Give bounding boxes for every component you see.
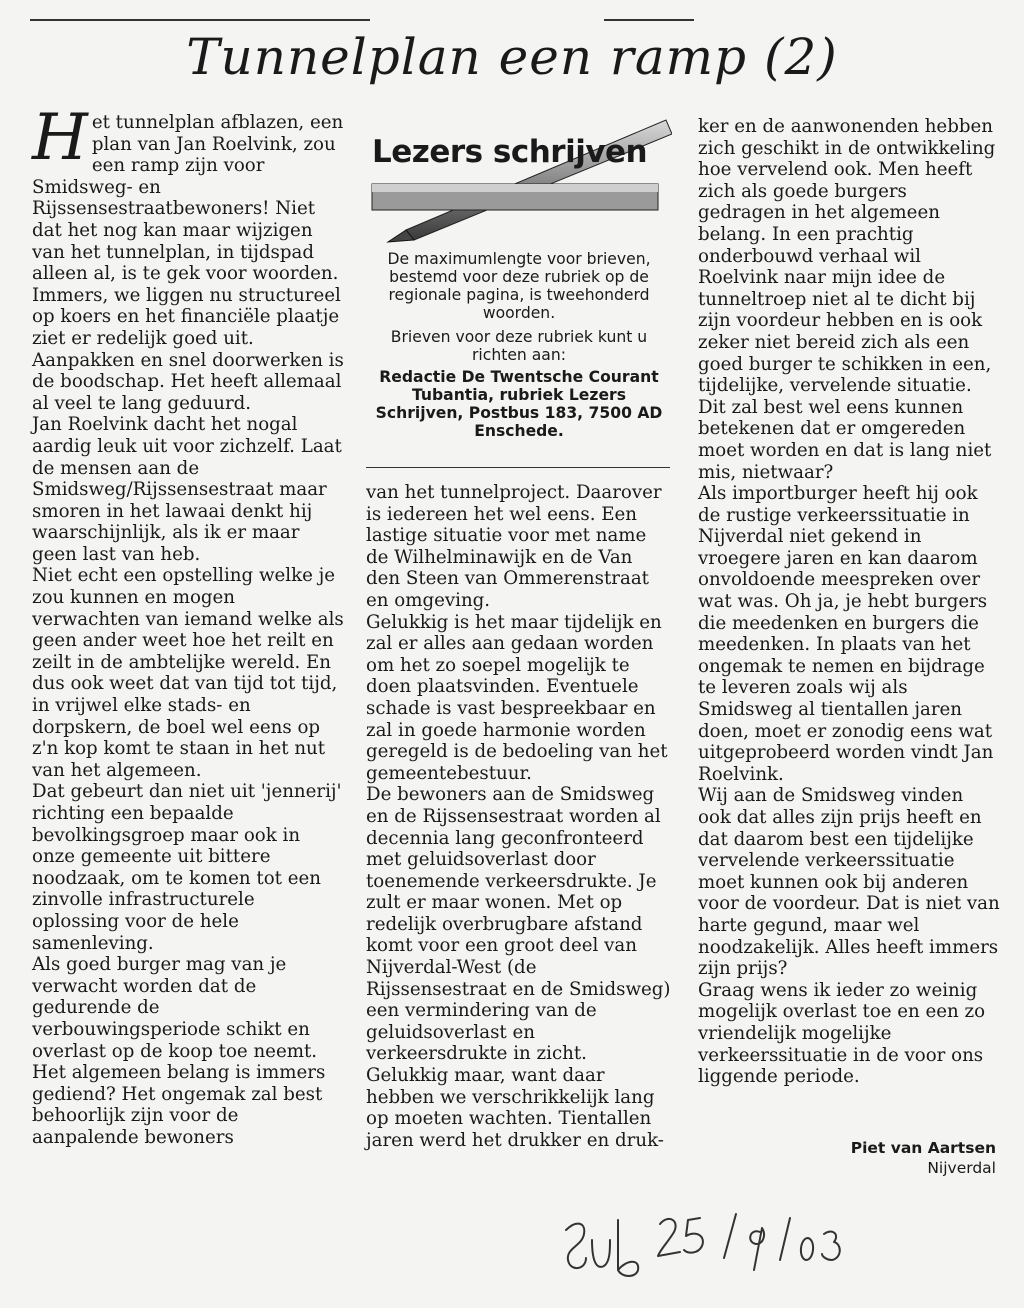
paragraph: Als importburger heeft hij ook de rustige verkeerssituatie in Nijverdal niet gekend in vroegere jaren en kan daarom onvoldoende meespreken over wat was. Oh ja, je hebt burgers die meedenken en burgers die meedenken. In plaats van het ongemak te nemen en bijdrage te leveren zoals wij als Smidsweg al tientallen jaren doen, moet er zonodig eens wat uitgeprobeerd worden vindt Jan Roelvink. <box>698 483 994 785</box>
article-title: Tunnelplan een ramp (2) <box>186 28 838 86</box>
paragraph: Niet echt een opstelling welke je zou kunnen en mogen verwachten van iemand welke als geen ander weet hoe het reilt en zeilt in de ambtelijke wereld. En dus ook weet dat van tijd tot tijd, in vrijwel elke stads- en dorpskern, de boel wel eens op z'n kop komt te staan in het nut van het algemeen. <box>32 565 344 781</box>
editorial-address: Redactie De Twentsche Courant Tubantia, rubriek Lezers Schrijven, Postbus 183, 7500 AD Enschede. <box>375 368 663 440</box>
paragraph: van het tunnelproject. Daarover is iedereen het wel eens. Een lastige situatie voor met name de Wilhelminawijk en de Van den Steen van Ommerenstraat en omgeving. <box>366 482 662 611</box>
paragraph: Jan Roelvink dacht het nogal aardig leuk uit voor zichzelf. Laat de mensen aan de Smidsweg/Rijssensestraat maar smoren in het lawaai denkt hij waarschijnlijk, als ik er maar geen last van heb. <box>32 414 342 565</box>
handwritten-date-note <box>556 1200 846 1290</box>
top-rule-right <box>604 19 694 21</box>
article-column-1 <box>32 101 346 1149</box>
paragraph: ker en de aanwonenden hebben zich geschikt in de ontwikkeling hoe vervelend ook. Men heeft zich als goede burgers gedragen in het algemeen belang. In een prachtig onderbouwd verhaal wil Roelvink naar mijn idee de tunneltroep niet al te dicht bij zijn voordeur hebben en is ook zeker niet bereid zich als een goed burger te schikken in een, tijdelijke, vervelende situatie. Dit zal best wel eens kunnen betekenen dat er omgereden moet worden en dat is lang niet mis, nietwaar? <box>698 116 996 483</box>
paragraph: Graag wens ik ieder zo weinig mogelijk overlast toe en een zo vriendelijk mogelijke verkeerssituatie in de voor ons liggende periode. <box>698 979 986 1088</box>
paragraph: Gelukkig is het maar tijdelijk en zal er alles aan gedaan worden om het zo soepel mogelijk te doen plaatsvinden. Eventuele schade is vast bespreekbaar en zal in goede harmonie worden geregeld is de bedoeling van het gemeentebestuur. <box>366 611 668 784</box>
paragraph: et tunnelplan afblazen, een plan van Jan Roelvink, zou een ramp zijn voor Smidsweg- en Rijssensestraatbewoners! Niet dat het nog kan maar wijzigen van het tunnelplan, in tijdspad alleen al, is te gek voor woorden. Immers, we liggen nu structureel op koers en het financiële plaatje ziet er redelijk goed uit. Aanpakken en snel doorwerken is de boodschap. Het heeft allemaal al veel te lang geduurd. <box>32 112 344 414</box>
signature <box>851 1138 996 1178</box>
drop-cap: H <box>32 101 88 175</box>
paragraph: Als goed burger mag van je verwacht worden dat de gedurende de verbouwingsperiode schikt en overlast op de koop toe neemt. Het algemeen belang is immers gediend? Het ongemak zal best behoorlijk zijn voor de aanpalende bewoners <box>32 954 326 1148</box>
paragraph: Wij aan de Smidsweg vinden ook dat alles zijn prijs heeft en dat daarom best een tijdelijke vervelende verkeerssituatie moet kunnen ook bij anderen voor de voordeur. Dat is niet van harte gegund, maar wel noodzakelijk. Alles heeft immers zijn prijs? <box>698 785 1000 980</box>
article-column-3 <box>698 116 1000 1088</box>
author-place: Nijverdal <box>927 1159 996 1177</box>
top-rule-left <box>30 19 370 21</box>
fountain-pen-icon <box>366 112 672 248</box>
length-limit-text: De maximumlengte voor brieven, bestemd voor deze rubriek op de regionale pagina, is tweehonderd woorden. <box>387 250 651 322</box>
paragraph: Dat gebeurt dan niet uit 'jennerij' richting een bepaalde bevolkingsgroep maar ook in onze gemeente uit bittere noodzaak, om te komen tot een zinvolle infrastructurele oplossing voor de hele samenleving. <box>32 781 342 954</box>
badge-title: Lezers schrijven <box>372 134 648 170</box>
submission-info <box>366 250 672 440</box>
paragraph: De bewoners aan de Smidsweg en de Rijssensestraat worden al decennia lang geconfronteerd met geluidsoverlast door toenemende verkeersdrukte. Je zult er maar wonen. Met op redelijk overbrugbare afstand komt voor een groot deel van Nijverdal-West (de Rijssensestraat en de Smidsweg) een vermindering van de geluidsoverlast en verkeersdrukte in zicht. <box>366 784 671 1065</box>
author-name: Piet van Aartsen <box>850 1139 996 1157</box>
info-divider <box>366 467 670 468</box>
article-column-2 <box>366 482 672 1151</box>
lezers-schrijven-badge <box>366 112 672 248</box>
address-intro: Brieven voor deze rubriek kunt u richten aan: <box>390 328 648 364</box>
paragraph: Gelukkig maar, want daar hebben we verschrikkelijk lang op moeten wachten. Tientallen jaren werd het drukker en druk- <box>366 1065 664 1151</box>
